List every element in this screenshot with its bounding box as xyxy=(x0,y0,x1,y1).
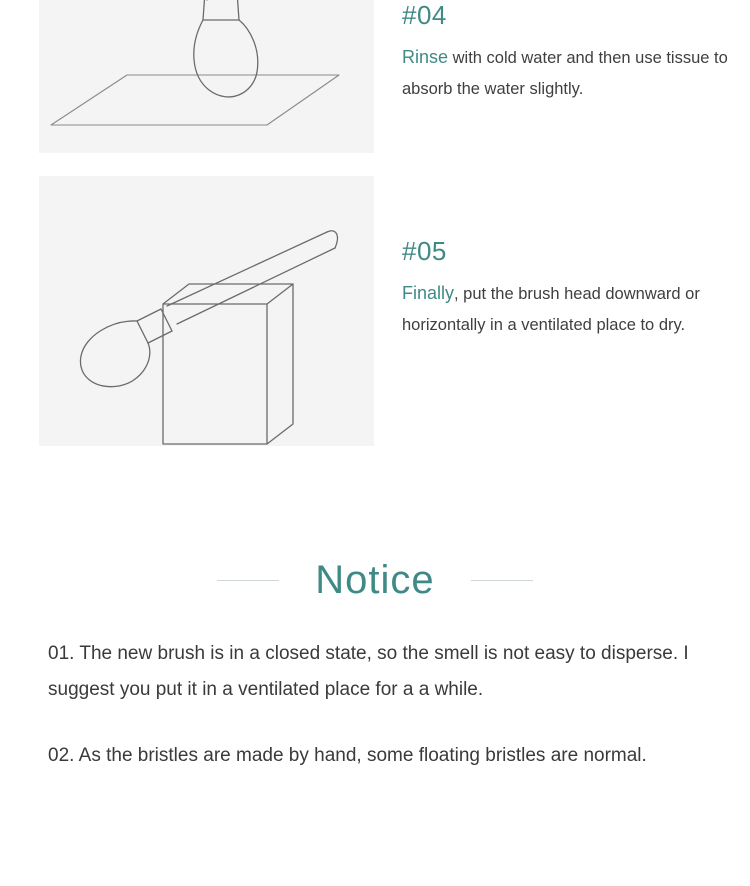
notice-rule-left xyxy=(217,580,279,581)
step-04-description: with cold water and then use tissue to absorb the water slightly. xyxy=(402,49,728,98)
step-04-block xyxy=(39,0,739,153)
step-05-body xyxy=(402,278,739,341)
step-04-text-block xyxy=(402,0,739,105)
step-04-body xyxy=(402,42,739,105)
notice-heading xyxy=(0,560,750,600)
step-05-number: #05 xyxy=(402,236,447,266)
step-04-keyword: Rinse xyxy=(402,47,449,67)
step-05-illustration xyxy=(39,176,374,446)
notice-rule-right xyxy=(471,580,533,581)
notice-item-01: 01. The new brush is in a closed state, so the smell is not easy to disperse. I suggest you put it in a ventilated place for a a while. xyxy=(48,643,689,700)
step-05-keyword: Finally xyxy=(402,283,455,303)
step-05-description: , put the brush head downward or horizontally in a ventilated place to dry. xyxy=(402,285,700,334)
notice-item-02: 02. As the bristles are made by hand, some floating bristles are normal. xyxy=(48,745,647,766)
step-04-illustration xyxy=(39,0,374,153)
step-04-number: #04 xyxy=(402,0,447,30)
notice-title: Notice xyxy=(315,558,435,602)
step-05-text-block xyxy=(402,176,739,341)
notice-list xyxy=(48,636,712,774)
step-05-block xyxy=(39,176,739,446)
